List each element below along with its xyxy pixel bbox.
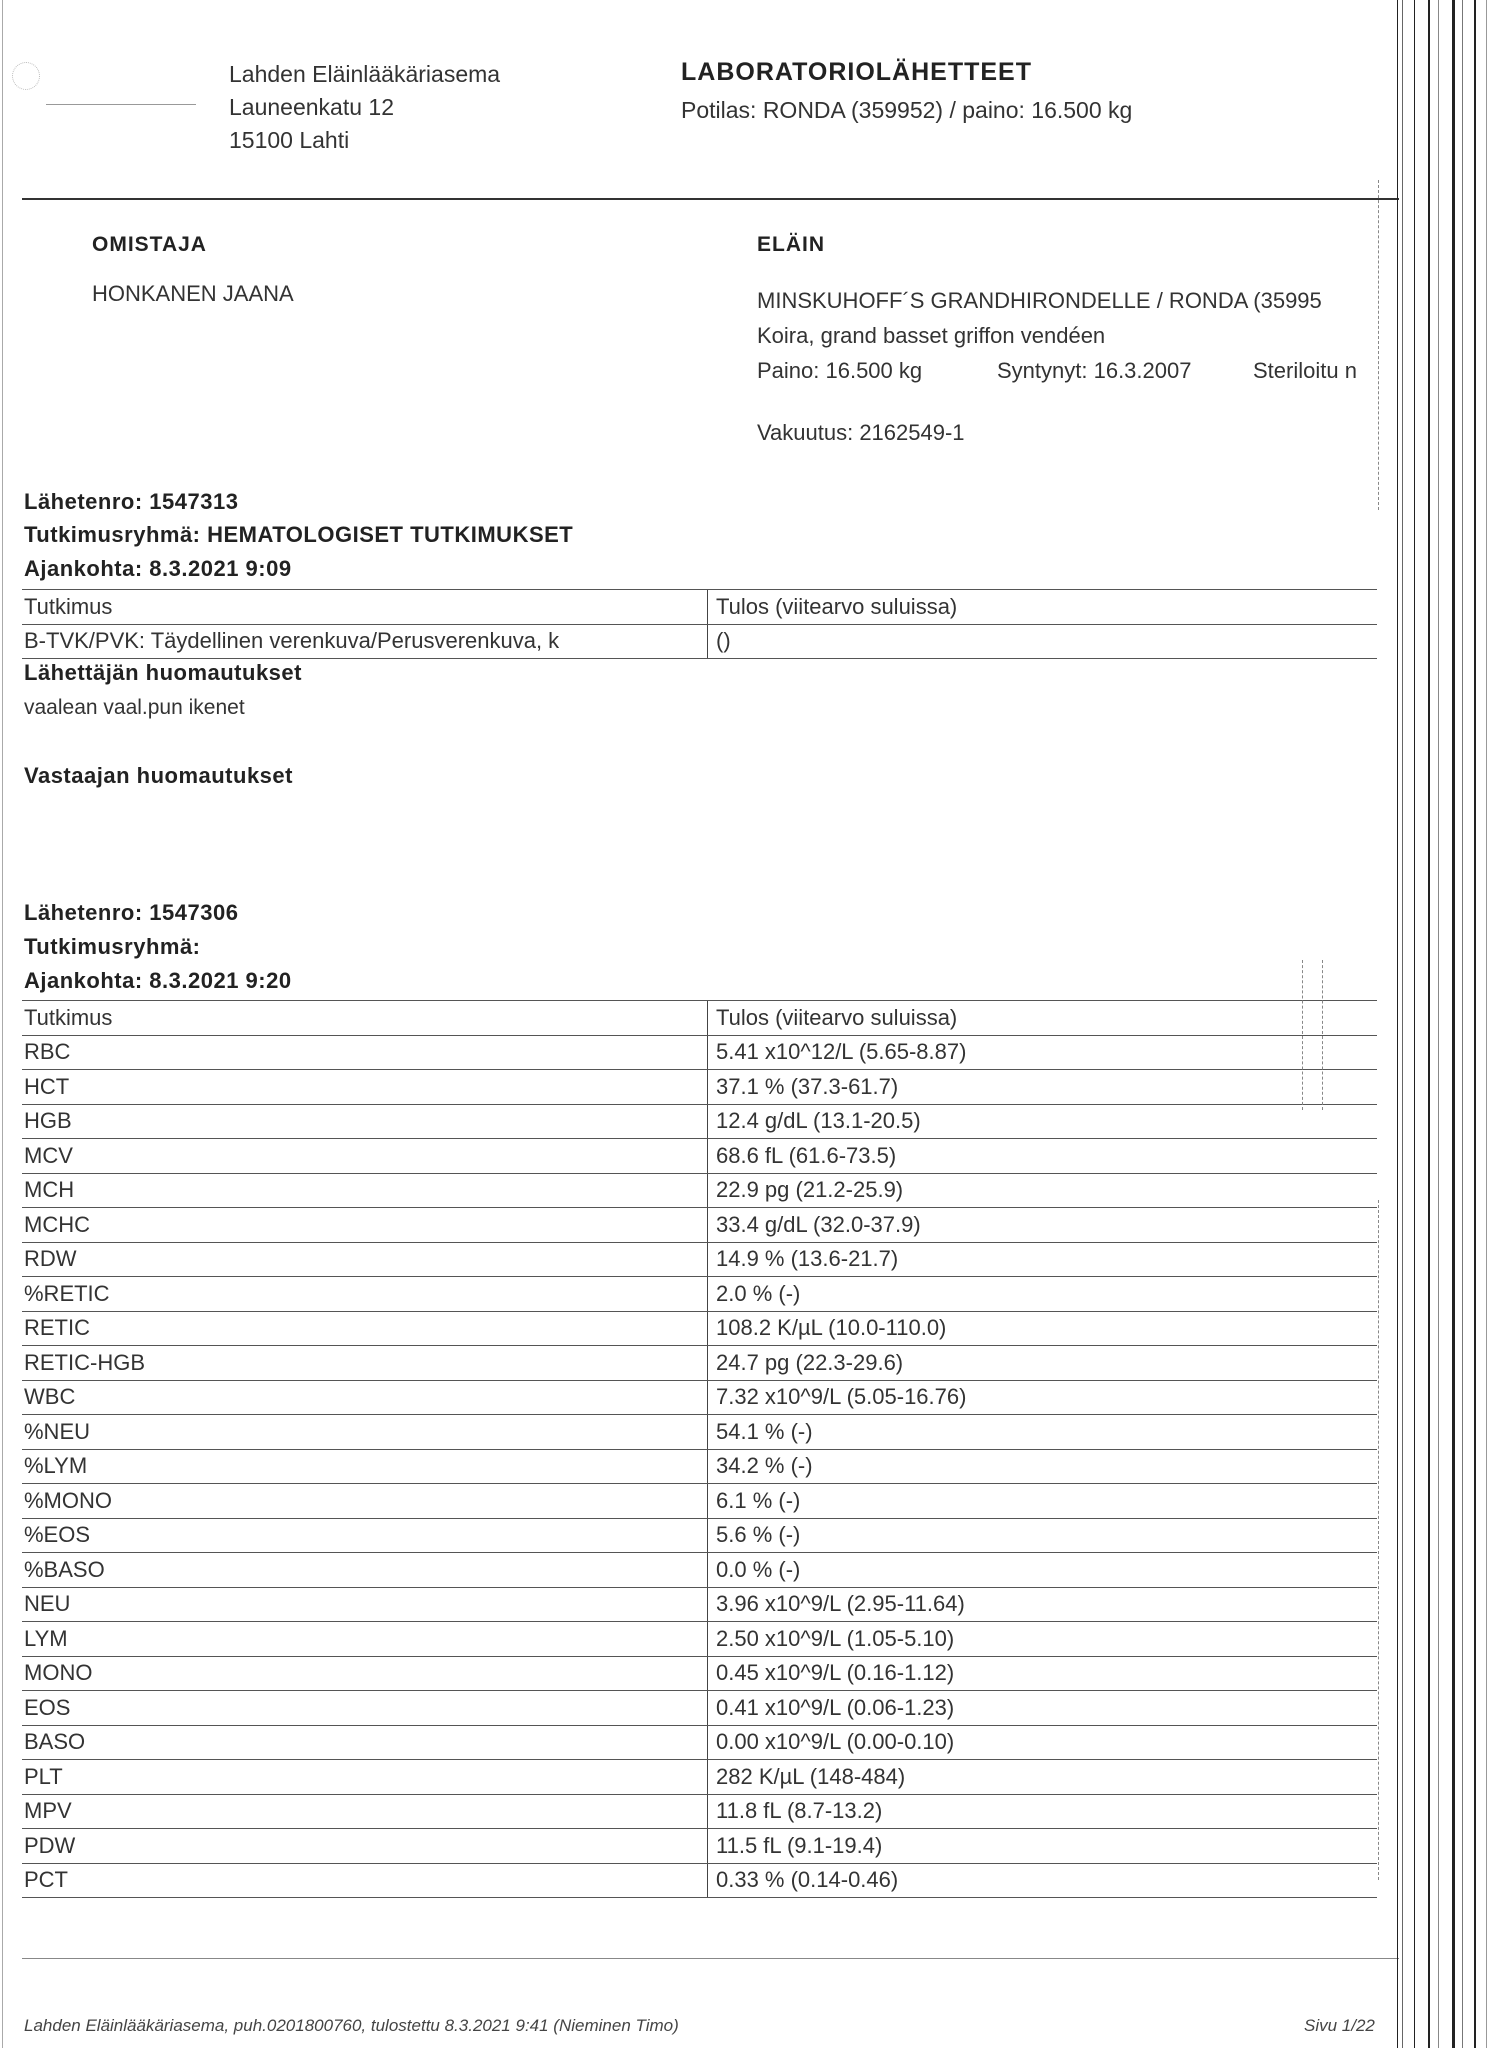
test-name: HGB	[22, 1104, 708, 1139]
test-name: EOS	[22, 1691, 708, 1726]
test-result: 11.8 fL (8.7-13.2)	[708, 1794, 1378, 1829]
col-header-result: Tulos (viitearvo suluissa)	[708, 590, 1378, 625]
referral2-table	[22, 1000, 1377, 1898]
test-name: MCH	[22, 1173, 708, 1208]
clinic-name: Lahden Eläinlääkäriasema	[229, 61, 501, 87]
test-name: PCT	[22, 1863, 708, 1898]
test-name: MCV	[22, 1139, 708, 1174]
table-row	[22, 1725, 1377, 1760]
sender-notes-label: Lähettäjän huomautukset	[24, 660, 302, 685]
test-name: %RETIC	[22, 1277, 708, 1312]
table-row	[22, 1277, 1377, 1312]
table-row	[22, 1380, 1377, 1415]
table-header-row	[22, 1001, 1377, 1036]
test-result: 282 K/µL (148-484)	[708, 1760, 1378, 1795]
footer-divider	[22, 1958, 1399, 1959]
animal-label: ELÄIN	[757, 233, 825, 256]
table-row	[22, 1346, 1377, 1381]
test-result: 12.4 g/dL (13.1-20.5)	[708, 1104, 1378, 1139]
scan-edge-line	[1428, 0, 1430, 2048]
scan-edge-line	[1486, 0, 1487, 2048]
col-header-test: Tutkimus	[22, 590, 708, 625]
referral2-number: Lähetenro: 1547306	[24, 900, 239, 925]
test-result: 37.1 % (37.3-61.7)	[708, 1070, 1378, 1105]
test-name: %BASO	[22, 1553, 708, 1588]
test-result: 108.2 K/µL (10.0-110.0)	[708, 1311, 1378, 1346]
test-name: RETIC	[22, 1311, 708, 1346]
animal-species: Koira, grand basset griffon vendéen	[757, 323, 1106, 348]
table-row	[22, 1829, 1377, 1864]
scan-edge-line	[1414, 0, 1415, 2048]
test-result: 2.50 x10^9/L (1.05-5.10)	[708, 1622, 1378, 1657]
test-result: 68.6 fL (61.6-73.5)	[708, 1139, 1378, 1174]
test-name: HCT	[22, 1070, 708, 1105]
table-row	[22, 1104, 1377, 1139]
animal-sterilized: Steriloitu n	[1253, 358, 1357, 383]
document-title: LABORATORIOLÄHETTEET	[681, 58, 1033, 86]
test-result: 3.96 x10^9/L (2.95-11.64)	[708, 1587, 1378, 1622]
responder-notes-label: Vastaajan huomautukset	[24, 763, 293, 788]
table-row	[22, 1587, 1377, 1622]
referral1-group: Tutkimusryhmä: HEMATOLOGISET TUTKIMUKSET	[24, 522, 574, 547]
table-row	[22, 1656, 1377, 1691]
test-name: LYM	[22, 1622, 708, 1657]
footer-text: Lahden Eläinlääkäriasema, puh.0201800760, tulostettu 8.3.2021 9:41 (Nieminen Timo)	[24, 2016, 679, 2035]
clinic-postal: 15100 Lahti	[229, 127, 350, 153]
header-divider	[22, 198, 1399, 200]
scan-edge-line	[1462, 0, 1463, 2048]
table-row	[22, 1518, 1377, 1553]
test-name: %NEU	[22, 1415, 708, 1450]
referral1-number: Lähetenro: 1547313	[24, 489, 239, 514]
scan-dash-line	[1302, 960, 1303, 1110]
test-result: ()	[708, 624, 1378, 659]
referral2-group: Tutkimusryhmä:	[24, 934, 201, 959]
test-result: 0.33 % (0.14-0.46)	[708, 1863, 1378, 1898]
sender-notes: vaalean vaal.pun ikenet	[24, 696, 245, 719]
test-name: %EOS	[22, 1518, 708, 1553]
table-row	[22, 1415, 1377, 1450]
test-result: 33.4 g/dL (32.0-37.9)	[708, 1208, 1378, 1243]
scan-edge-line	[1452, 0, 1455, 2048]
scan-edge-line	[1402, 0, 1403, 2048]
test-result: 5.41 x10^12/L (5.65-8.87)	[708, 1035, 1378, 1070]
table-row	[22, 624, 1377, 659]
table-row	[22, 1242, 1377, 1277]
test-name: %LYM	[22, 1449, 708, 1484]
test-result: 5.6 % (-)	[708, 1518, 1378, 1553]
test-result: 34.2 % (-)	[708, 1449, 1378, 1484]
table-row	[22, 1311, 1377, 1346]
test-result: 7.32 x10^9/L (5.05-16.76)	[708, 1380, 1378, 1415]
scan-edge-line	[1397, 0, 1398, 2048]
scan-edge-line	[1438, 0, 1439, 2048]
test-name: %MONO	[22, 1484, 708, 1519]
col-header-result: Tulos (viitearvo suluissa)	[708, 1001, 1378, 1036]
test-result: 0.00 x10^9/L (0.00-0.10)	[708, 1725, 1378, 1760]
test-result: 24.7 pg (22.3-29.6)	[708, 1346, 1378, 1381]
referral1-time: Ajankohta: 8.3.2021 9:09	[24, 556, 292, 581]
scan-edge-line	[2, 0, 3, 2048]
test-result: 11.5 fL (9.1-19.4)	[708, 1829, 1378, 1864]
animal-weight: Paino: 16.500 kg	[757, 358, 923, 383]
table-row	[22, 1208, 1377, 1243]
test-result: 0.0 % (-)	[708, 1553, 1378, 1588]
col-header-test: Tutkimus	[22, 1001, 708, 1036]
test-name: NEU	[22, 1587, 708, 1622]
test-name: RETIC-HGB	[22, 1346, 708, 1381]
test-name: MCHC	[22, 1208, 708, 1243]
scan-edge-line	[1474, 0, 1476, 2048]
test-result: 2.0 % (-)	[708, 1277, 1378, 1312]
table-row	[22, 1760, 1377, 1795]
table-row	[22, 1035, 1377, 1070]
test-name: PDW	[22, 1829, 708, 1864]
test-result: 0.45 x10^9/L (0.16-1.12)	[708, 1656, 1378, 1691]
test-name: PLT	[22, 1760, 708, 1795]
animal-details	[757, 283, 1357, 388]
scan-dash-line	[1322, 960, 1323, 1110]
table-row	[22, 1139, 1377, 1174]
clinic-street: Launeenkatu 12	[229, 94, 394, 120]
table-row	[22, 1863, 1377, 1898]
logo-emblem-icon	[12, 62, 40, 90]
owner-name: HONKANEN JAANA	[92, 281, 294, 306]
test-result: 14.9 % (13.6-21.7)	[708, 1242, 1378, 1277]
test-name: MONO	[22, 1656, 708, 1691]
table-row	[22, 1622, 1377, 1657]
test-result: 54.1 % (-)	[708, 1415, 1378, 1450]
referral2-time: Ajankohta: 8.3.2021 9:20	[24, 968, 292, 993]
scan-dash-line	[1378, 1200, 1379, 1880]
test-result: 22.9 pg (21.2-25.9)	[708, 1173, 1378, 1208]
test-name: RBC	[22, 1035, 708, 1070]
clinic-logo	[12, 58, 192, 126]
scan-dash-line	[1378, 180, 1379, 510]
animal-name: MINSKUHOFF´S GRANDHIRONDELLE / RONDA (35995	[757, 288, 1322, 313]
owner-label: OMISTAJA	[92, 233, 207, 256]
test-result: 0.41 x10^9/L (0.06-1.23)	[708, 1691, 1378, 1726]
test-result: 6.1 % (-)	[708, 1484, 1378, 1519]
clinic-address	[229, 58, 500, 157]
table-row	[22, 1553, 1377, 1588]
patient-line: Potilas: RONDA (359952) / paino: 16.500 kg	[681, 97, 1133, 123]
insurance-number: Vakuutus: 2162549-1	[757, 420, 965, 445]
test-name: B-TVK/PVK: Täydellinen verenkuva/Perusverenkuva, k	[22, 624, 708, 659]
test-name: RDW	[22, 1242, 708, 1277]
test-name: WBC	[22, 1380, 708, 1415]
table-row	[22, 1484, 1377, 1519]
page-number: Sivu 1/22	[1304, 2016, 1375, 2035]
referral1-table	[22, 589, 1377, 659]
table-row	[22, 1691, 1377, 1726]
test-name: MPV	[22, 1794, 708, 1829]
test-name: BASO	[22, 1725, 708, 1760]
table-header-row	[22, 590, 1377, 625]
table-row	[22, 1070, 1377, 1105]
table-row	[22, 1173, 1377, 1208]
table-row	[22, 1794, 1377, 1829]
animal-born: Syntynyt: 16.3.2007	[997, 358, 1192, 383]
table-row	[22, 1449, 1377, 1484]
